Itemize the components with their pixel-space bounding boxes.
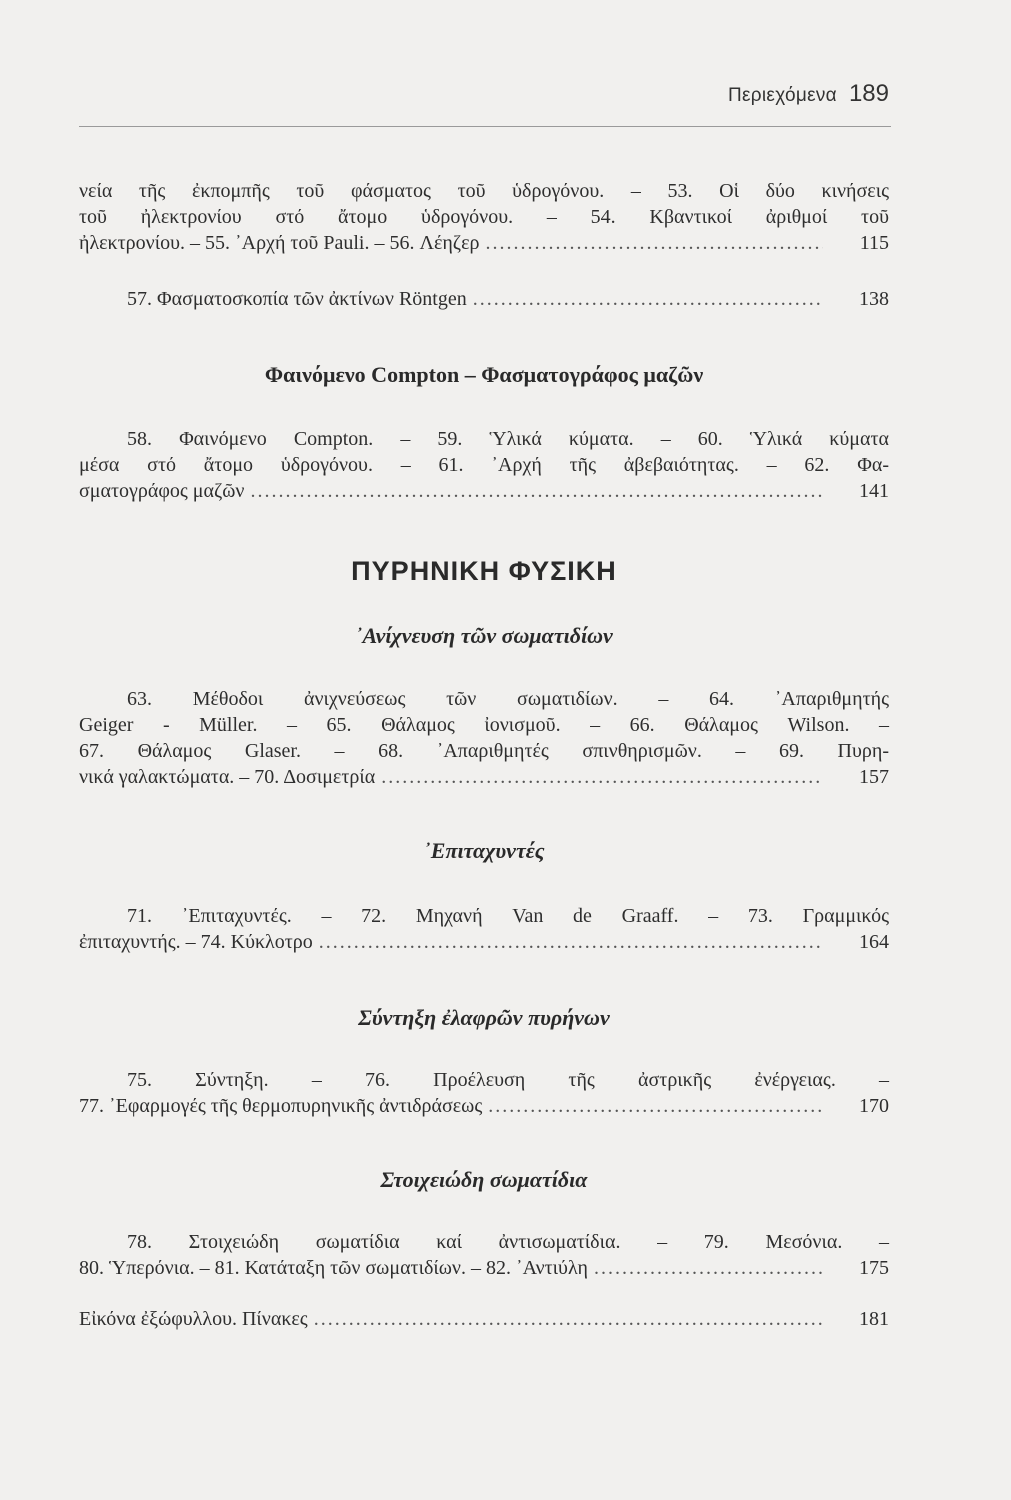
section-title-fusion: Σύντηξη ἐλαφρῶν πυρήνων [358,1005,610,1030]
entry-line: 58. Φαινόμενο Compton. – 59. Ὑλικά κύματα. – 60. Ὑλικά κύματα [127,428,889,450]
entry-line: 63. Μέθοδοι ἀνιχνεύσεως τῶν σωματιδίων. – 64. ᾿Απαριθμητής [127,688,889,710]
entry-line: 67. Θάλαμος Glaser. – 68. ᾿Απαριθμητές σπινθηρισμῶν. – 69. Πυρη- [79,740,889,762]
dot-leader [485,230,823,256]
entry-text: 77. ᾿Εφαρμογές τῆς θερμοπυρηνικῆς ἀντιδράσεως [79,1095,483,1117]
entry-text: σματογράφος μαζῶν [79,480,245,502]
dot-leader [473,286,823,312]
entry-text: 57. Φασματοσκοπία τῶν ἀκτίνων Röntgen [127,288,467,310]
toc-entry [79,178,889,256]
entry-last-line [79,230,889,256]
entry-line: μέσα στό ἄτομο ὑδρογόνου. – 61. ᾿Αρχή τῆς ἀβεβαιότητας. – 62. Φα- [79,454,889,476]
toc-entry [79,426,889,504]
dot-leader [250,478,823,504]
running-head-title: Περιεχόμενα [728,85,837,106]
part-title-nuclear-physics: ΠΥΡΗΝΙΚΗ ΦΥΣΙΚΗ [351,556,617,586]
entry-last-line [79,1093,889,1119]
entry-page-number: 141 [859,480,889,502]
toc-entry [79,1067,889,1119]
page-number: 189 [848,80,889,107]
section-title-accelerators: ᾿Επιταχυντές [423,838,545,863]
entry-page-number: 170 [859,1095,889,1117]
entry-last-line [79,478,889,504]
dot-leader [314,1306,823,1332]
entry-last-line [79,1306,889,1332]
entry-last-line [79,1255,889,1281]
entry-line: Geiger - Müller. – 65. Θάλαμος ἰονισμοῦ. – 66. Θάλαμος Wilson. – [79,714,889,736]
toc-entry [79,286,889,312]
entry-line: τοῦ ἠλεκτρονίου στό ἄτομο ὑδρογόνου. – 54. Κβαντικοί ἀριθμοί τοῦ [79,206,889,228]
entry-page-number: 115 [859,232,889,254]
entry-text: ἠλεκτρονίου. – 55. ᾿Αρχή τοῦ Pauli. – 56. Λέηζερ [79,232,480,254]
entry-text: νικά γαλακτώματα. – 70. Δοσιμετρία [79,766,376,788]
toc-entry [79,1306,889,1332]
entry-page-number: 175 [859,1257,889,1279]
entry-last-line [79,764,889,790]
entry-page-number: 157 [859,766,889,788]
header-rule [79,126,891,127]
toc-entry [79,686,889,790]
toc-entry [79,903,889,955]
running-head [728,80,889,108]
entry-line: 71. ᾿Επιταχυντές. – 72. Μηχανή Van de Graaff. – 73. Γραμμικός [127,905,889,927]
entry-page-number: 181 [859,1308,889,1330]
dot-leader [319,929,823,955]
entry-last-line [79,286,889,312]
section-title-elementary: Στοιχειώδη σωματίδια [380,1167,588,1192]
entry-last-line [79,929,889,955]
dot-leader [381,764,823,790]
entry-text: 80. Ὑπερόνια. – 81. Κατάταξη τῶν σωματιδίων. – 82. ᾿Αντιύλη [79,1257,588,1279]
section-title-detection: ᾿Ανίχνευση τῶν σωματιδίων [355,623,613,648]
section-title-compton: Φαινόμενο Compton – Φασματογράφος μαζῶν [264,362,704,387]
entry-text: ἐπιταχυντής. – 74. Κύκλοτρο [79,931,313,953]
dot-leader [594,1255,823,1281]
entry-page-number: 164 [859,931,889,953]
dot-leader [488,1093,823,1119]
entry-text: Εἰκόνα ἐξώφυλλου. Πίνακες [79,1308,308,1330]
entry-line: 75. Σύντηξη. – 76. Προέλευση τῆς ἀστρικῆς ἐνέργειας. – [127,1069,889,1091]
entry-line: νεία τῆς ἐκπομπῆς τοῦ φάσματος τοῦ ὑδρογόνου. – 53. Οἱ δύο κινήσεις [79,180,889,202]
entry-line: 78. Στοιχειώδη σωματίδια καί ἀντισωματίδια. – 79. Μεσόνια. – [127,1231,889,1253]
entry-page-number: 138 [859,288,889,310]
toc-entry [79,1229,889,1281]
